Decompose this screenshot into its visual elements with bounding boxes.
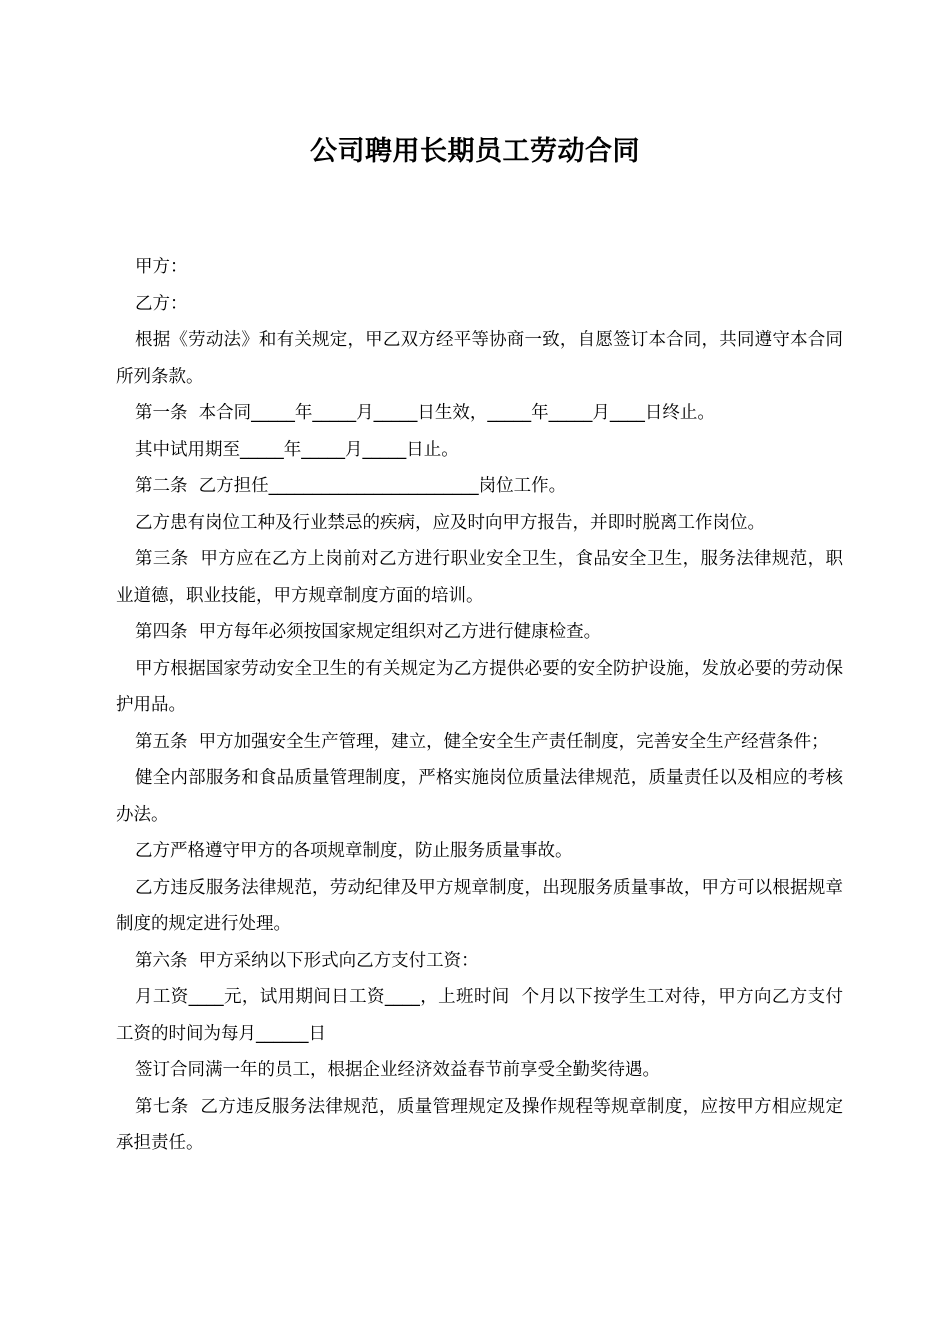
article-5-compliance: 乙方严格遵守甲方的各项规章制度，防止服务质量事故。 bbox=[135, 841, 573, 861]
article-5-quality: 健全内部服务和食品质量管理制度，严格实施岗位质量法律规范，质量责任以及相应的考核办法。 bbox=[116, 768, 843, 825]
article-6-wage-details: 月工资____元，试用期间日工资____，上班时间 个月以下按学生工对待，甲方向乙方支付工资的时间为每月______日 bbox=[116, 987, 843, 1044]
article-2-position: 第二条 乙方担任________________________岗位工作。 bbox=[135, 476, 567, 496]
article-5-safety: 第五条 甲方加强安全生产管理，建立，健全安全生产责任制度，完善安全生产经营条件； bbox=[135, 731, 829, 752]
article-1-probation: 其中试用期至_____年_____月_____日止。 bbox=[135, 439, 459, 460]
party-b-line: 乙方： bbox=[135, 293, 188, 314]
article-2-health-disclosure: 乙方患有岗位工种及行业禁忌的疾病，应及时向甲方报告，并即时脱离工作岗位。 bbox=[135, 512, 765, 533]
article-6-bonus: 签订合同满一年的员工，根据企业经济效益春节前享受全勤奖待遇。 bbox=[135, 1060, 660, 1080]
article-7-liability: 第七条 乙方违反服务法律规范，质量管理规定及操作规程等规章制度，应按甲方相应规定承担责任。 bbox=[116, 1096, 843, 1153]
article-3-training: 第三条 甲方应在乙方上岗前对乙方进行职业安全卫生，食品安全卫生，服务法律规范，职业道德，职业技能，甲方规章制度方面的培训。 bbox=[116, 549, 843, 606]
preamble-paragraph: 根据《劳动法》和有关规定，甲乙双方经平等协商一致，自愿签订本合同，共同遵守本合同所列条款。 bbox=[116, 330, 843, 387]
article-4-protection: 甲方根据国家劳动安全卫生的有关规定为乙方提供必要的安全防护设施，发放必要的劳动保护用品。 bbox=[116, 658, 843, 715]
document-body bbox=[116, 249, 843, 1162]
article-5-violation: 乙方违反服务法律规范，劳动纪律及甲方规章制度，出现服务质量事故，甲方可以根据规章制度的规定进行处理。 bbox=[116, 877, 843, 934]
article-6-wages: 第六条 甲方采纳以下形式向乙方支付工资： bbox=[135, 950, 479, 971]
party-a-line: 甲方： bbox=[135, 257, 188, 277]
article-1-term: 第一条 本合同_____年_____月_____日生效，_____年_____月____日终止。 bbox=[135, 403, 715, 423]
article-4-health-check: 第四条 甲方每年必须按国家规定组织对乙方进行健康检查。 bbox=[135, 622, 602, 642]
document-title: 公司聘用长期员工劳动合同 bbox=[310, 136, 640, 167]
